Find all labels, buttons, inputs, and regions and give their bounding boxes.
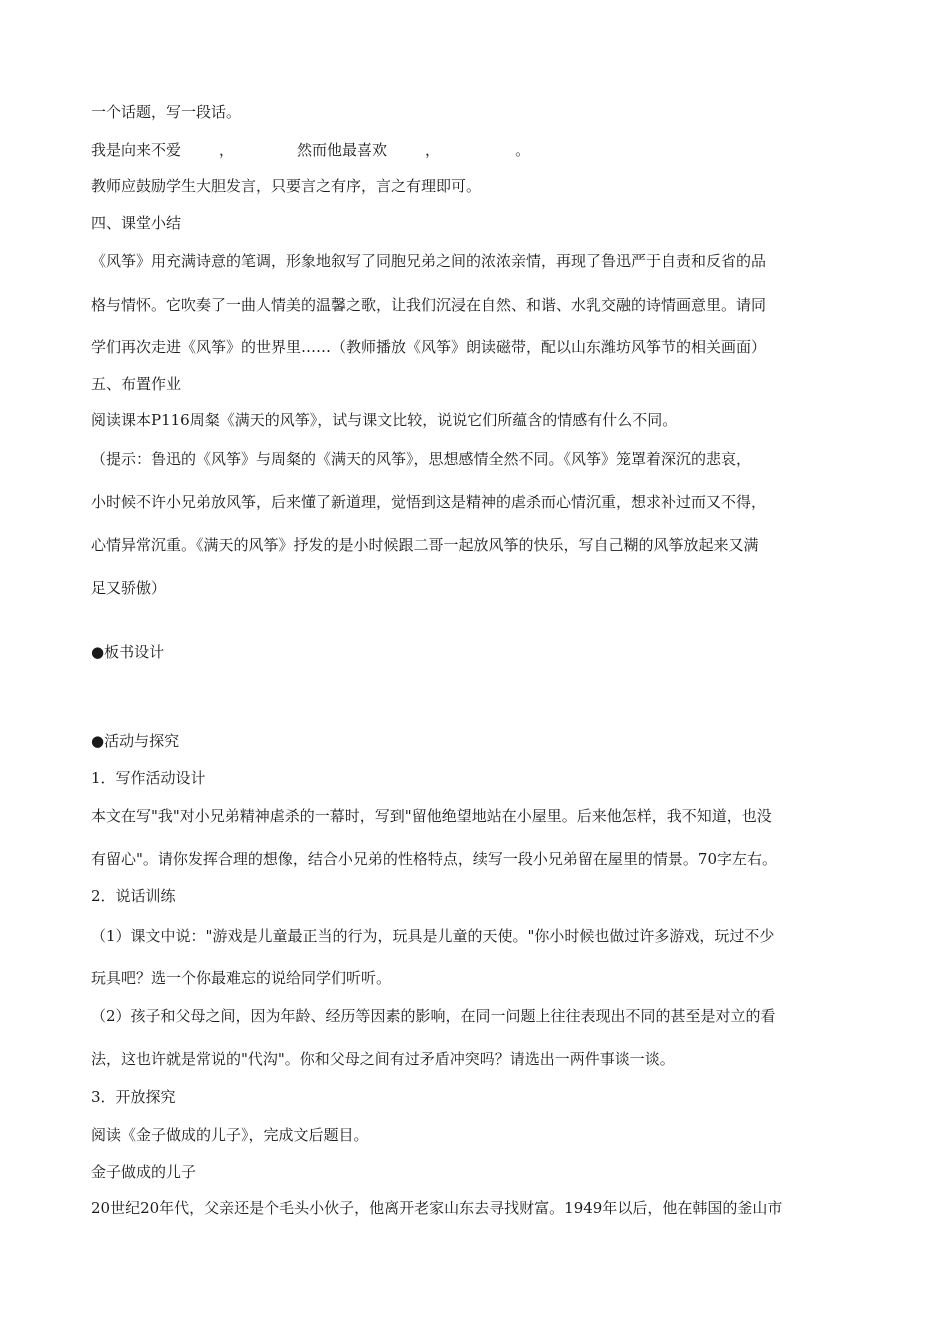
subsection-heading: 1．写作活动设计: [91, 769, 206, 787]
blank-middle: 然而他最喜欢: [297, 141, 388, 159]
text-line: 有留心"。请你发挥合理的想像，结合小兄弟的性格特点，续写一段小兄弟留在屋里的情景。70字左右。: [91, 850, 777, 868]
text-line: 一个话题，写一段话。: [91, 103, 242, 121]
text-line: 《风筝》用充满诗意的笔调，形象地叙写了同胞兄弟之间的浓浓亲情，再现了鲁迅严于自责和反省的品: [91, 252, 767, 270]
text-line: 格与情怀。它吹奏了一曲人情美的温馨之歌，让我们沉浸在自然、和谐、水乳交融的诗情画意里。请同: [91, 296, 767, 314]
text-line: 本文在写"我"对小兄弟精神虐杀的一幕时，写到"留他绝望地站在小屋里。后来他怎样，我不知道，也没: [91, 807, 772, 825]
text-line: 玩具吧？选一个你最难忘的说给同学们听听。: [91, 969, 392, 987]
section-heading: 五、布置作业: [91, 375, 182, 393]
section-heading: ●板书设计: [91, 643, 165, 661]
text-line: 教师应鼓励学生大胆发言，只要言之有序，言之有理即可。: [91, 177, 482, 195]
blank-period: 。: [515, 141, 531, 159]
text-line: 足又骄傲）: [91, 579, 167, 597]
text-line: 小时候不许小兄弟放风筝，后来懂了新道理，觉悟到这是精神的虐杀而心情沉重，想求补过而又不得，: [91, 493, 767, 511]
text-line: 法，这也许就是常说的"代沟"。你和父母之间有过矛盾冲突吗？请选出一两件事谈一谈。: [91, 1050, 675, 1068]
text-line: 学们再次走进《风筝》的世界里……（教师播放《风筝》朗读磁带，配以山东潍坊风筝节的相关画面）: [91, 338, 767, 356]
text-line: 20世纪20年代，父亲还是个毛头小伙子，他离开老家山东去寻找财富。1949年以后，他在韩国的釜山市: [91, 1199, 783, 1217]
text-line: （提示：鲁迅的《风筝》与周粲的《满天的风筝》，思想感情全然不同。《风筝》笼罩着深沉的悲哀，: [91, 450, 752, 468]
text-line: 阅读课本P116周粲《满天的风筝》，试与课文比较，说说它们所蕴含的情感有什么不同。: [91, 411, 678, 429]
blank-prefix: 我是向来不爱: [91, 141, 182, 159]
section-heading: 四、课堂小结: [91, 214, 182, 232]
blank-comma: ，: [425, 141, 441, 159]
subsection-heading: 3．开放探究: [91, 1088, 176, 1106]
text-line: （2）孩子和父母之间，因为年龄、经历等因素的影响，在同一问题上往往表现出不同的甚至是对立的看: [91, 1007, 776, 1025]
section-heading: ●活动与探究: [91, 732, 180, 750]
text-line: 心情异常沉重。《满天的风筝》抒发的是小时候跟二哥一起放风筝的快乐，写自己糊的风筝放起来又满: [91, 536, 759, 554]
text-line: （1）课文中说："游戏是儿童最正当的行为，玩具是儿童的天使。"你小时候也做过许多游戏，玩过不少: [91, 927, 775, 945]
fill-in-blank-line: [91, 140, 530, 160]
subsection-heading: 2．说话训练: [91, 887, 176, 905]
blank-comma: ，: [219, 141, 235, 159]
text-line: 阅读《金子做成的儿子》，完成文后题目。: [91, 1126, 369, 1144]
article-title: 金子做成的儿子: [91, 1163, 197, 1181]
